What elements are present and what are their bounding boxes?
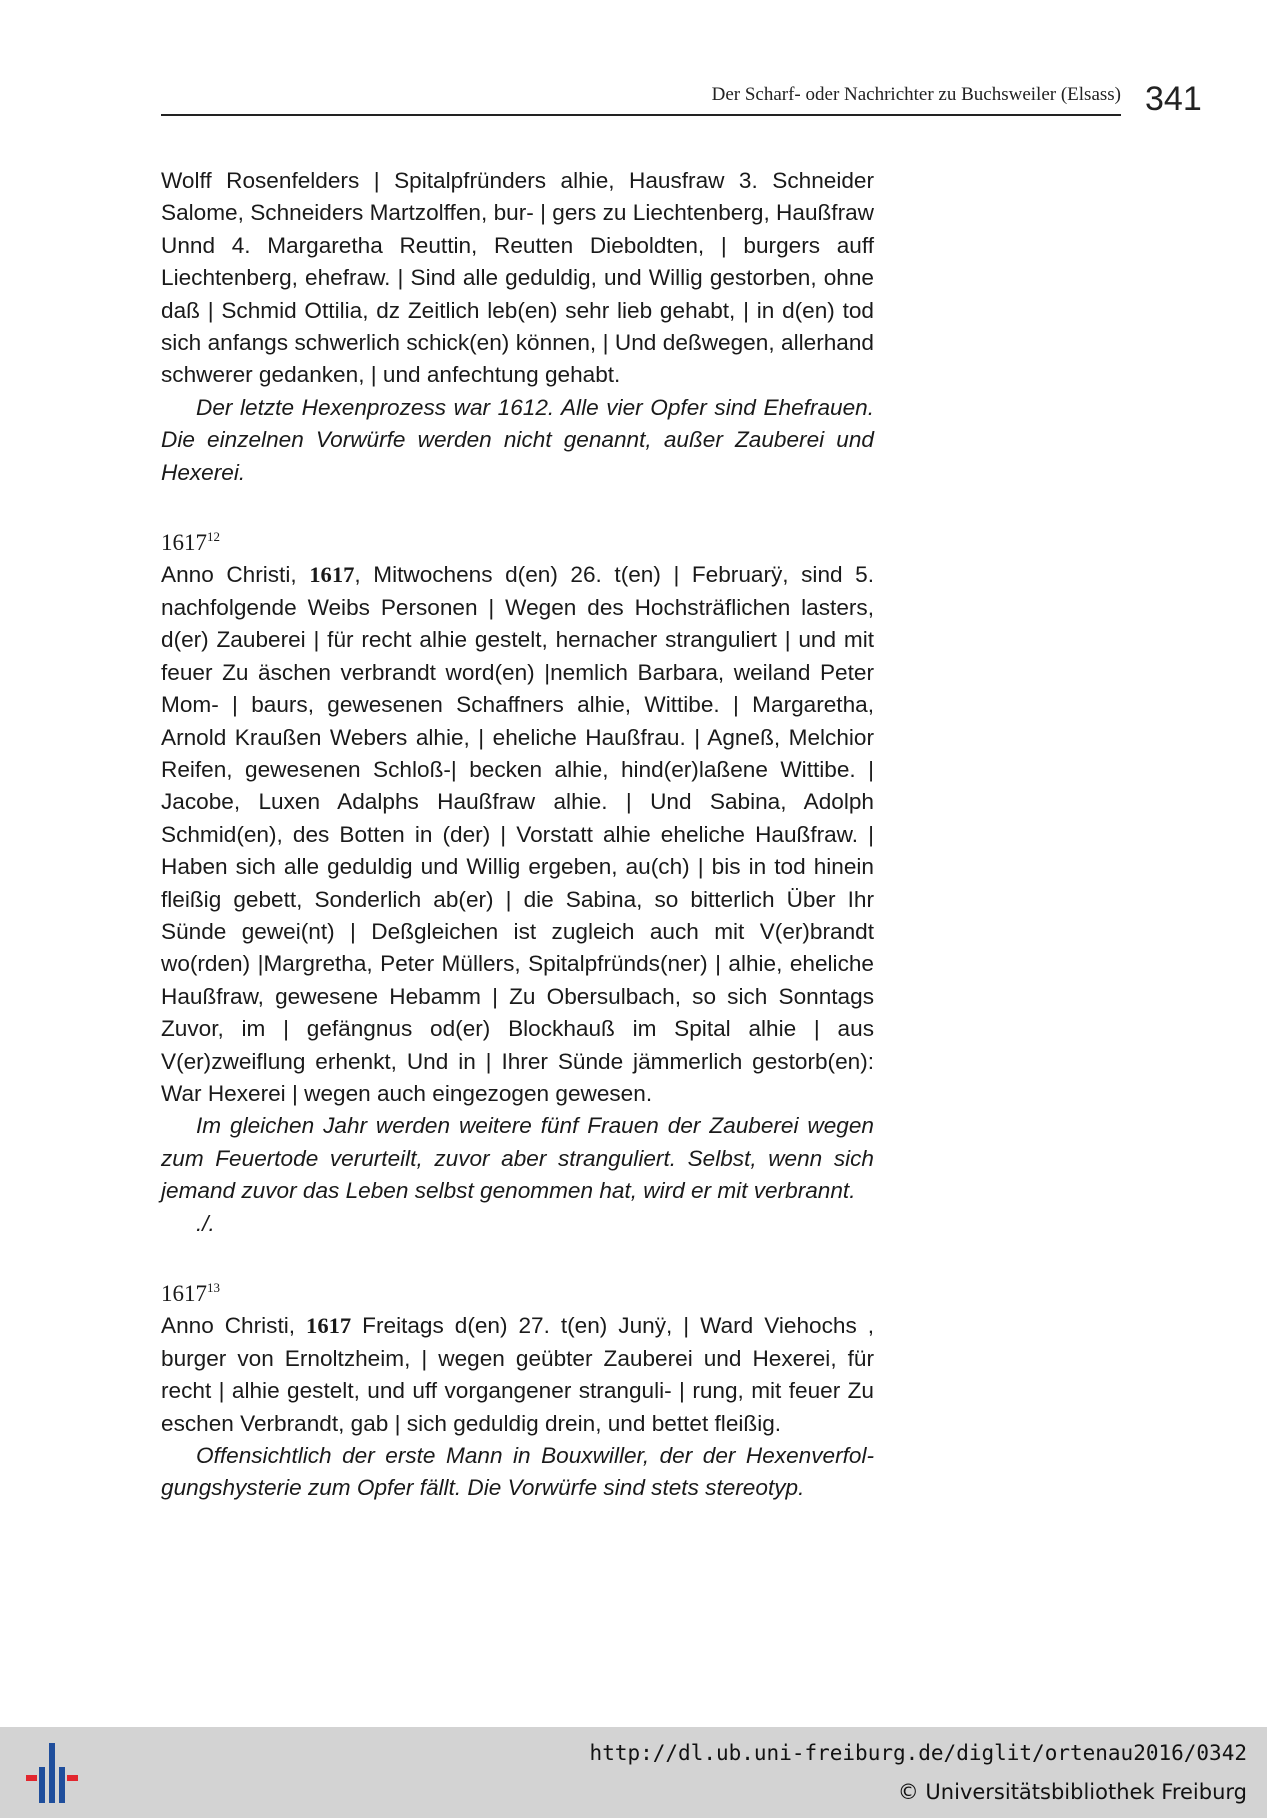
page-number: 341 [1145, 80, 1202, 118]
footnote-marker: 13 [207, 1280, 220, 1295]
running-header [161, 78, 1121, 116]
footnote-marker: 12 [207, 529, 220, 545]
footer-bar [0, 1727, 1267, 1818]
entry-text-prefix: Anno Christi, [161, 562, 310, 588]
entry-text-prefix: Anno Christi, [161, 1313, 307, 1339]
editor-note-3: Offensichtlich der erste Mann in Bouxwiller, der der Hexenverfolgungshysterie zum Opfer fällt. Die Vorwürfe sind stets stereotyp. [161, 1443, 874, 1501]
entry-heading-year: 1617 [161, 1281, 207, 1306]
entry-text-body: Freitags d(en) 27. t(en) Junÿ, | Ward Viehochs , burger von Ernoltzheim, | wegen geübter Zauberei und Hexerei, für recht | alhie gestelt, und uff vorgangener stranguli- | rung, mit feuer Zu eschen Verbrandt, gab | sich geduldig drein, und bettet fleißig. [161, 1313, 874, 1436]
entry-text-1617-a [161, 559, 874, 1110]
paragraph-continued: Wolff Rosenfelders | Spitalpfründers alhie, Hausfraw 3. Schneider Salome, Schneiders Martzolffen, bur- | gers zu Liechtenberg, Haußfraw Unnd 4. Margaretha Reuttin, Reutten Dieboldten, | burgers auff Liechtenberg, ehefraw. | Sind alle geduldig, und Willig gestorben, ohne daß | Schmid Ottilia, dz Zeitlich leb(en) sehr lieb gehabt, | in d(en) tod sich anfangs schwerlich schick(en) können, | Und deßwegen, allerhand schwerer gedanken, | und anfechtung gehabt. [161, 168, 874, 388]
copyright-notice: © Universitätsbibliothek Freiburg [897, 1780, 1247, 1804]
permalink-url[interactable]: http://dl.ub.uni-freiburg.de/diglit/ortenau2016/0342 [589, 1741, 1247, 1765]
entry-text-body: , Mitwochens d(en) 26. t(en) | Februarÿ, sind 5. nachfolgende Weibs Personen | Wegen des Hochsträflichen lasters, d(er) Zauberei | für recht alhie gestelt, hernacher stranguliert | und mit feuer Zu äschen verbrandt word(en) |nemlich Barbara, weiland Peter Mom- | baurs, gewesenen Schaffners alhie, Wittibe. | Margaretha, Arnold Kraußen Webers alhie, | eheliche Haußfrau. | Agneß, Melchior Reifen, gewesenen Schloß-| becken alhie, hind(er)laßene Wittibe. | Jacobe, Luxen Adalphs Haußfraw alhie. | Und Sabina, Adolph Schmid(en), des Botten in (der) | Vorstatt alhie eheliche Haußfraw. | Haben sich alle geduldig und Willig ergeben, au(ch) | bis in tod hinein fleißig gebett, Sonderlich ab(er) | die Sabina, so bitterlich Über Ihr Sünde gewei(nt) | Deßgleichen ist zugleich auch mit V(er)brandt wo(rden) |Margretha, Peter Müllers, Spitalpfründs(ner) | alhie, eheliche Haußfraw, gewesene Hebamm | Zu Obersulbach, so sich Sonntags Zuvor, im | gefängnus od(er) Blockhauß im Spital alhie | aus V(er)zweiflung erhenkt, Und in | Ihrer Sünde jämmerlich gestorb(en): War Hexerei | wegen auch eingezogen gewesen. [161, 562, 874, 1106]
entry-text-year: 1617 [309, 562, 355, 588]
ub-freiburg-logo-icon [24, 1741, 80, 1805]
running-title: Der Scharf- oder Nachrichter zu Buchsweiler (Elsass) [711, 84, 1121, 105]
entry-text-year: 1617 [306, 1313, 352, 1339]
main-text [161, 165, 874, 1505]
editor-note-2-tail: ./. [196, 1210, 215, 1236]
editor-note-2: Im gleichen Jahr werden weitere fünf Frauen der Zauberei wegen zum Feuertode verurteilt, zuvor aber stranguliert. Selbst, wenn sich jemand zuvor das Leben selbst genommen hat, wird er mit verbrannt. [161, 1113, 874, 1204]
entry-heading-1617-a [161, 521, 874, 559]
editor-note-1: Der letzte Hexenprozess war 1612. Alle vier Opfer sind Ehefrauen. Die einzelnen Vorwürfe werden nicht genannt, außer Zauberei und Hexerei. [161, 394, 874, 485]
entry-text-1617-b [161, 1310, 874, 1440]
entry-heading-1617-b [161, 1272, 874, 1310]
entry-heading-year: 1617 [161, 530, 207, 556]
